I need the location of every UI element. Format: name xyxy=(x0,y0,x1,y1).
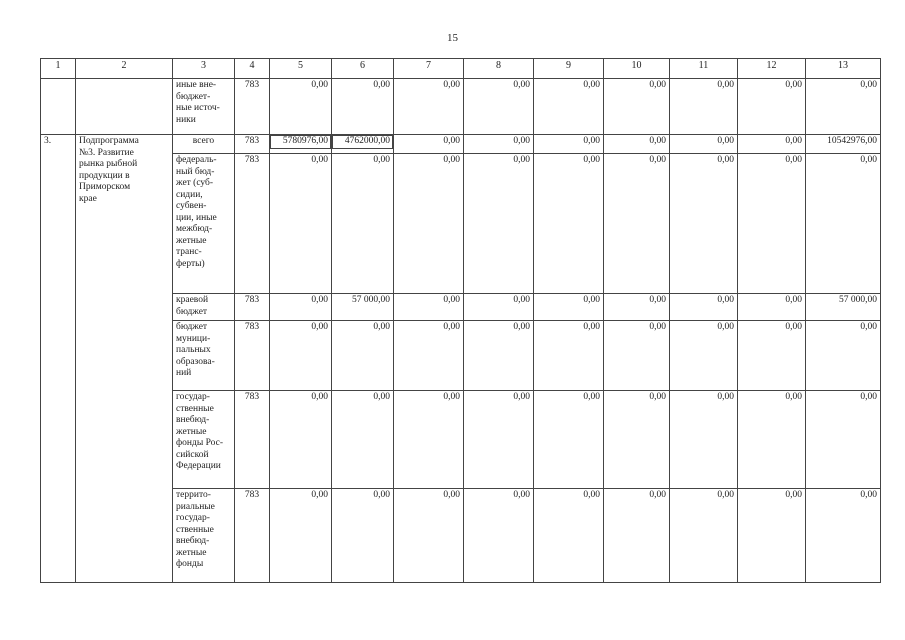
code-cell: 783 xyxy=(235,321,270,391)
value-cell: 0,00 xyxy=(534,135,604,154)
value-cell: 57 000,00 xyxy=(806,294,881,321)
value-cell: 0,00 xyxy=(534,294,604,321)
value-cell: 0,00 xyxy=(604,321,670,391)
value-cell: 0,00 xyxy=(332,154,394,294)
empty-cell xyxy=(76,79,173,135)
value-cell: 0,00 xyxy=(604,79,670,135)
code-cell: 783 xyxy=(235,135,270,154)
value-cell: 0,00 xyxy=(670,79,738,135)
value-cell: 0,00 xyxy=(534,391,604,489)
value-cell: 0,00 xyxy=(806,79,881,135)
table-row xyxy=(41,135,881,154)
value-cell: 0,00 xyxy=(670,135,738,154)
code-cell: 783 xyxy=(235,489,270,583)
value-cell: 0,00 xyxy=(464,294,534,321)
value-cell: 0,00 xyxy=(270,489,332,583)
value-cell: 0,00 xyxy=(604,294,670,321)
value-cell: 0,00 xyxy=(464,135,534,154)
header-col-7: 7 xyxy=(394,59,464,79)
page-number: 15 xyxy=(447,32,458,44)
funding-source: государ- ственные внебюд- жетные фонды Рос- сийской Федерации xyxy=(173,391,235,489)
value-cell: 0,00 xyxy=(394,391,464,489)
value-cell: 0,00 xyxy=(394,489,464,583)
value-cell: 0,00 xyxy=(604,489,670,583)
value-cell: 0,00 xyxy=(394,321,464,391)
value-cell: 0,00 xyxy=(464,391,534,489)
empty-cell xyxy=(41,79,76,135)
value-cell: 0,00 xyxy=(738,321,806,391)
header-col-1: 1 xyxy=(41,59,76,79)
funding-source: федераль- ный бюд- жет (суб- сидии, субвен- ции, иные межбюд- жетные транс- ферты) xyxy=(173,154,235,294)
value-cell: 0,00 xyxy=(806,391,881,489)
header-col-11: 11 xyxy=(670,59,738,79)
code-cell: 783 xyxy=(235,154,270,294)
value-cell: 0,00 xyxy=(738,135,806,154)
value-cell: 0,00 xyxy=(270,154,332,294)
value-cell: 0,00 xyxy=(670,294,738,321)
value-cell: 0,00 xyxy=(464,489,534,583)
value-cell: 0,00 xyxy=(670,489,738,583)
value-cell: 0,00 xyxy=(738,294,806,321)
value-cell: 0,00 xyxy=(394,135,464,154)
value-cell: 0,00 xyxy=(270,294,332,321)
funding-source: всего xyxy=(173,135,235,154)
value-box: 4762000,00 xyxy=(332,135,393,149)
program-title: Подпрограмма №3. Развитие рынка рыбной продукции в Приморском крае xyxy=(76,135,173,583)
value-cell xyxy=(270,135,332,154)
funding-source: бюджет муници- пальных образова- ний xyxy=(173,321,235,391)
value-cell: 0,00 xyxy=(270,321,332,391)
code-cell: 783 xyxy=(235,79,270,135)
value-cell: 0,00 xyxy=(534,489,604,583)
value-cell: 0,00 xyxy=(534,321,604,391)
value-cell: 0,00 xyxy=(738,391,806,489)
header-col-12: 12 xyxy=(738,59,806,79)
funding-source: террито- риальные государ- ственные внебюд- жетные фонды xyxy=(173,489,235,583)
header-row xyxy=(41,59,881,79)
code-cell: 783 xyxy=(235,391,270,489)
value-cell: 0,00 xyxy=(464,79,534,135)
value-cell xyxy=(332,135,394,154)
funding-source: иные вне- бюджет- ные источ- ники xyxy=(173,79,235,135)
value-cell: 0,00 xyxy=(332,391,394,489)
value-cell: 0,00 xyxy=(670,154,738,294)
row-number: 3. xyxy=(41,135,76,583)
table-row xyxy=(41,79,881,135)
value-cell: 0,00 xyxy=(806,321,881,391)
value-cell: 0,00 xyxy=(604,135,670,154)
value-cell: 0,00 xyxy=(806,489,881,583)
value-box: 5780976,00 xyxy=(270,135,331,149)
value-cell: 0,00 xyxy=(332,321,394,391)
value-cell: 0,00 xyxy=(670,391,738,489)
budget-table xyxy=(40,58,881,583)
value-cell: 0,00 xyxy=(604,391,670,489)
code-cell: 783 xyxy=(235,294,270,321)
value-cell: 0,00 xyxy=(738,79,806,135)
value-cell: 0,00 xyxy=(270,79,332,135)
header-col-13: 13 xyxy=(806,59,881,79)
value-cell: 10542976,00 xyxy=(806,135,881,154)
value-cell: 0,00 xyxy=(534,79,604,135)
value-cell: 0,00 xyxy=(332,489,394,583)
header-col-3: 3 xyxy=(173,59,235,79)
value-cell: 0,00 xyxy=(604,154,670,294)
value-cell: 0,00 xyxy=(806,154,881,294)
value-cell: 0,00 xyxy=(464,321,534,391)
value-cell: 0,00 xyxy=(738,489,806,583)
value-cell: 0,00 xyxy=(332,79,394,135)
header-col-10: 10 xyxy=(604,59,670,79)
value-cell: 0,00 xyxy=(394,294,464,321)
value-cell: 0,00 xyxy=(394,154,464,294)
header-col-6: 6 xyxy=(332,59,394,79)
funding-source: краевой бюджет xyxy=(173,294,235,321)
header-col-8: 8 xyxy=(464,59,534,79)
value-cell: 0,00 xyxy=(464,154,534,294)
value-cell: 0,00 xyxy=(670,321,738,391)
header-col-9: 9 xyxy=(534,59,604,79)
header-col-4: 4 xyxy=(235,59,270,79)
value-cell: 0,00 xyxy=(738,154,806,294)
value-cell: 0,00 xyxy=(270,391,332,489)
header-col-5: 5 xyxy=(270,59,332,79)
header-col-2: 2 xyxy=(76,59,173,79)
value-cell: 0,00 xyxy=(534,154,604,294)
value-cell: 57 000,00 xyxy=(332,294,394,321)
value-cell: 0,00 xyxy=(394,79,464,135)
